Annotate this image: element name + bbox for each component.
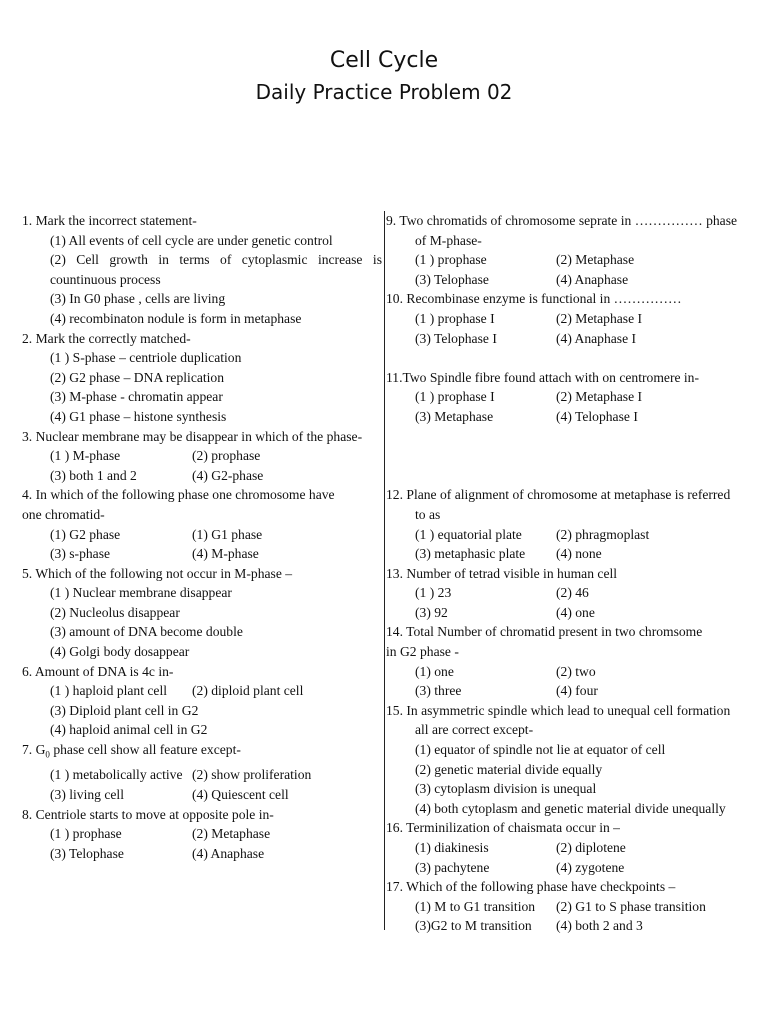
question-1-option-1: (1) All events of cell cycle are under genetic control — [50, 232, 333, 248]
question-4-options-row-2 — [22, 544, 382, 564]
question-7-stem-suffix: phase cell show all feature except- — [49, 742, 241, 758]
question-6-option-4: (4) haploid animal cell in G2 — [50, 722, 208, 738]
question-9-stem-line-2: of M-phase- — [415, 232, 482, 248]
question-17-option-3: (3)G2 to M transition — [415, 918, 532, 934]
question-13-options-row-2 — [386, 603, 746, 623]
question-5-option-2: (2) Nucleolus disappear — [50, 604, 180, 620]
question-9-stem-line-1: 9. Two chromatids of chromosome seprate in …………… phase — [386, 213, 738, 228]
question-6-option-1: (1 ) haploid plant cell — [50, 683, 168, 699]
question-17-option-2: (2) G1 to S phase transition — [556, 898, 706, 914]
question-2-option-3: (3) M-phase - chromatin appear — [50, 389, 223, 405]
question-8-option-1: (1 ) prophase — [50, 826, 122, 842]
question-7-option-2: (2) show proliferation — [192, 767, 312, 783]
question-2-option-2: (2) G2 phase – DNA replication — [50, 369, 225, 385]
question-12-option-2: (2) phragmoplast — [556, 526, 650, 542]
spacer — [386, 427, 746, 486]
question-15-option-4: (4) both cytoplasm and genetic material divide unequally — [415, 800, 726, 816]
question-9-options-row-2 — [386, 270, 746, 290]
question-12-stem-line-1: 12. Plane of alignment of chromosome at metaphase is referred — [386, 487, 731, 503]
question-4-option-2: (1) G1 phase — [192, 526, 263, 542]
question-9-option-3: (3) Telophase — [415, 271, 489, 287]
question-3-options-row-1 — [22, 446, 382, 466]
question-16-options-row-2 — [386, 858, 746, 878]
question-17-option-4: (4) both 2 and 3 — [556, 918, 643, 934]
question-13-option-3: (3) 92 — [415, 604, 448, 620]
page-subtitle: Daily Practice Problem 02 — [255, 80, 513, 104]
question-7-stem — [22, 740, 382, 765]
question-3-option-3: (3) both 1 and 2 — [50, 467, 137, 483]
question-1-option-3: (3) In G0 phase , cells are living — [50, 291, 226, 307]
question-14-option-1: (1) one — [415, 663, 454, 679]
question-16-options-row-1 — [386, 838, 746, 858]
question-6-option-3: (3) Diploid plant cell in G2 — [50, 702, 199, 718]
question-10-stem: 10. Recombinase enzyme is functional in …………… — [386, 291, 682, 307]
question-10-options-row-1 — [386, 309, 746, 329]
question-13-options-row-1 — [386, 583, 746, 603]
question-7-option-3: (3) living cell — [50, 786, 124, 802]
question-13-stem: 13. Number of tetrad visible in human cell — [386, 565, 618, 581]
question-14-option-3: (3) three — [415, 683, 462, 699]
question-16-option-4: (4) zygotene — [556, 859, 625, 875]
question-13-option-2: (2) 46 — [556, 585, 589, 601]
question-4-stem-line-2: one chromatid- — [22, 506, 105, 522]
question-14-option-4: (4) four — [556, 683, 598, 699]
question-4-option-3: (3) s-phase — [50, 546, 111, 562]
question-1-stem: 1. Mark the incorrect statement- — [22, 213, 197, 228]
question-10-options-row-2 — [386, 329, 746, 349]
question-7-options-row-1 — [22, 765, 382, 785]
question-17-option-1: (1) M to G1 transition — [415, 898, 536, 914]
question-14-options-row-1 — [386, 662, 746, 682]
question-11-option-2: (2) Metaphase I — [556, 389, 643, 405]
question-9-options-row-1 — [386, 250, 746, 270]
question-12-options-row-1 — [386, 525, 746, 545]
question-7-stem-subscript: 0 — [45, 749, 50, 760]
left-column — [22, 211, 382, 863]
question-7-options-row-2 — [22, 785, 382, 805]
question-17-options-row-2 — [386, 916, 746, 936]
question-13-option-1: (1 ) 23 — [415, 585, 452, 601]
question-12-option-1: (1 ) equatorial plate — [415, 526, 522, 542]
question-11-option-4: (4) Telophase I — [556, 408, 638, 424]
question-3-option-4: (4) G2-phase — [192, 467, 264, 483]
question-11-option-1: (1 ) prophase I — [415, 389, 495, 405]
column-divider — [384, 211, 385, 930]
question-14-options-row-2 — [386, 681, 746, 701]
question-3-stem: 3. Nuclear membrane may be disappear in which of the phase- — [22, 428, 363, 444]
question-16-option-3: (3) pachytene — [415, 859, 490, 875]
question-12-option-4: (4) none — [556, 546, 602, 562]
question-5-option-1: (1 ) Nuclear membrane disappear — [50, 585, 232, 601]
question-9-option-4: (4) Anaphase — [556, 271, 629, 287]
question-7-stem-prefix: 7. G — [22, 742, 46, 758]
question-9-option-1: (1 ) prophase — [415, 252, 487, 268]
question-11-stem: 11.Two Spindle fibre found attach with on centromere in- — [386, 369, 700, 385]
question-9-option-2: (2) Metaphase — [556, 252, 635, 268]
question-4-option-4: (4) M-phase — [192, 546, 259, 562]
question-10-option-4: (4) Anaphase I — [556, 330, 637, 346]
question-11-options-row-1 — [386, 387, 746, 407]
question-3-option-1: (1 ) M-phase — [50, 448, 121, 464]
question-15-stem-line-2: all are correct except- — [415, 722, 534, 738]
question-14-stem-line-1: 14. Total Number of chromatid present in two chromsome — [386, 624, 703, 640]
question-2-option-1: (1 ) S-phase – centriole duplication — [50, 350, 242, 366]
question-17-stem: 17. Which of the following phase have checkpoints – — [386, 879, 676, 895]
question-12-options-row-2 — [386, 544, 746, 564]
question-11-options-row-2 — [386, 407, 746, 427]
question-7-option-1: (1 ) metabolically active — [50, 767, 183, 783]
question-2-stem: 2. Mark the correctly matched- — [22, 330, 191, 346]
question-8-option-4: (4) Anaphase — [192, 845, 265, 861]
question-15-stem-line-1: 15. In asymmetric spindle which lead to unequal cell formation — [386, 702, 731, 718]
question-5-option-4: (4) Golgi body dosappear — [50, 644, 190, 660]
question-14-stem-line-2: in G2 phase - — [386, 644, 459, 660]
question-4-options-row-1 — [22, 525, 382, 545]
question-16-option-1: (1) diakinesis — [415, 840, 489, 856]
question-15-option-2: (2) genetic material divide equally — [415, 761, 603, 777]
question-14-option-2: (2) two — [556, 663, 596, 679]
question-4-option-1: (1) G2 phase — [50, 526, 121, 542]
question-5-stem: 5. Which of the following not occur in M-phase – — [22, 565, 293, 581]
question-12-option-3: (3) metaphasic plate — [415, 546, 526, 562]
question-8-option-2: (2) Metaphase — [192, 826, 271, 842]
right-column — [386, 211, 746, 936]
question-1-option-2: (2) Cell growth in terms of cytoplasmic increase is countinuous process — [50, 252, 382, 287]
question-2-option-4: (4) G1 phase – histone synthesis — [50, 408, 227, 424]
question-13-option-4: (4) one — [556, 604, 595, 620]
question-8-options-row-1 — [22, 824, 382, 844]
question-11-option-3: (3) Metaphase — [415, 408, 494, 424]
question-5-option-3: (3) amount of DNA become double — [50, 624, 243, 640]
question-3-option-2: (2) prophase — [192, 448, 261, 464]
question-8-option-3: (3) Telophase — [50, 845, 124, 861]
question-15-option-1: (1) equator of spindle not lie at equator of cell — [415, 742, 666, 758]
question-10-option-3: (3) Telophase I — [415, 330, 497, 346]
question-7-option-4: (4) Quiescent cell — [192, 786, 289, 802]
question-8-options-row-2 — [22, 844, 382, 864]
page-title: Cell Cycle — [329, 48, 439, 73]
question-1-option-4: (4) recombinaton nodule is form in metaphase — [50, 310, 302, 326]
question-16-stem: 16. Terminilization of chaismata occur in – — [386, 820, 620, 836]
question-10-option-1: (1 ) prophase I — [415, 310, 495, 326]
question-3-options-row-2 — [22, 466, 382, 486]
spacer — [386, 348, 746, 368]
question-16-option-2: (2) diplotene — [556, 840, 626, 856]
question-6-stem: 6. Amount of DNA is 4c in- — [22, 663, 174, 679]
question-4-stem-line-1: 4. In which of the following phase one chromosome have — [22, 487, 335, 503]
question-6-options-row-1 — [22, 681, 382, 701]
question-8-stem: 8. Centriole starts to move at opposite pole in- — [22, 806, 274, 822]
question-17-options-row-1 — [386, 897, 746, 917]
question-15-option-3: (3) cytoplasm division is unequal — [415, 781, 597, 797]
question-12-stem-line-2: to as — [415, 506, 441, 522]
question-10-option-2: (2) Metaphase I — [556, 310, 643, 326]
question-6-option-2: (2) diploid plant cell — [192, 683, 304, 699]
